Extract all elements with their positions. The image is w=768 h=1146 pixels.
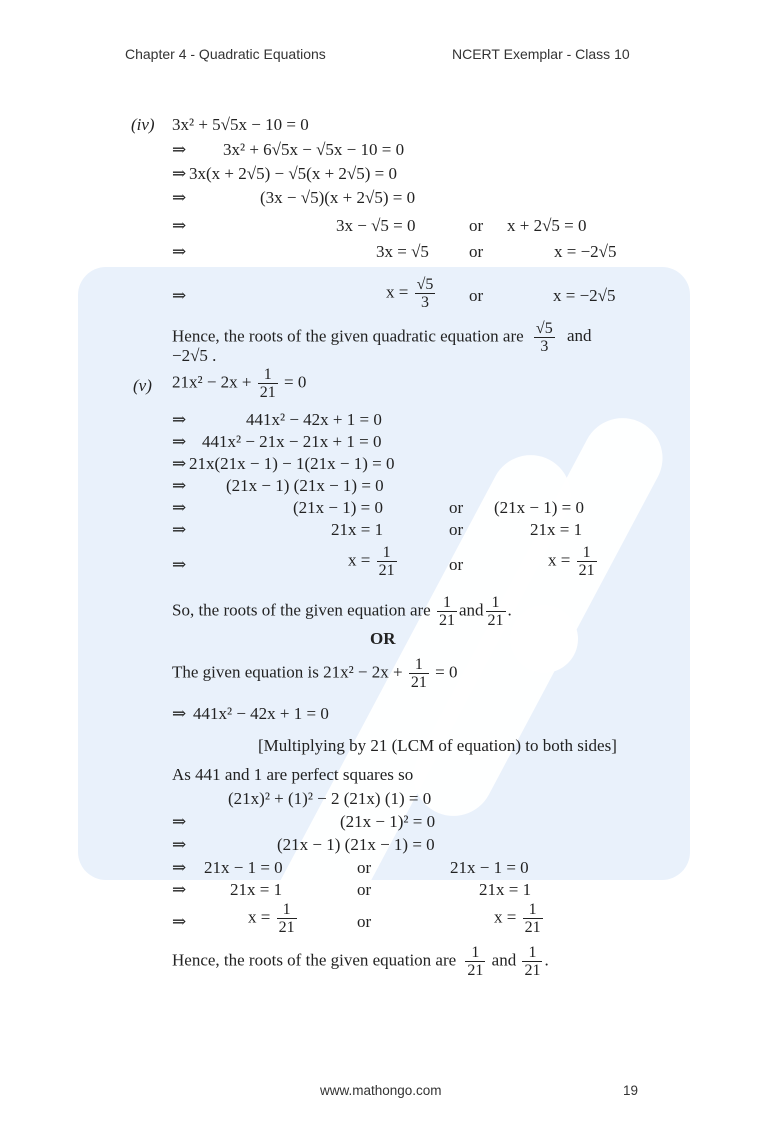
or-label: or	[449, 555, 464, 574]
part-iv-equation: 3x² + 5√5x − 10 = 0	[172, 115, 309, 134]
step-line: 21x − 1 = 0	[204, 858, 283, 877]
implies-icon: ⇒	[172, 216, 187, 235]
or-label: or	[469, 216, 484, 235]
method2-note: [Multiplying by 21 (LCM of equation) to both sides]	[258, 736, 617, 755]
step-line-alt: x + 2√5 = 0	[507, 216, 587, 235]
step-line: (21x − 1) = 0	[293, 498, 383, 517]
step-line: (21x − 1) (21x − 1) = 0	[226, 476, 384, 495]
root-two: −2√5 .	[172, 346, 217, 365]
watermark-dot	[510, 605, 578, 673]
step-line-alt: 21x − 1 = 0	[450, 858, 529, 877]
part-v-equation: 21x² − 2x + $\frac{1}{21}$ = 0	[172, 366, 307, 401]
step-line-alt: x = −2√5	[553, 286, 616, 305]
implies-icon: ⇒	[172, 704, 187, 723]
implies-icon: ⇒	[172, 912, 187, 931]
chapter-title: Chapter 4 - Quadratic Equations	[125, 46, 326, 62]
implies-icon: ⇒	[172, 242, 187, 261]
or-label: or	[469, 286, 484, 305]
implies-icon: ⇒	[172, 520, 187, 539]
or-heading: OR	[370, 629, 396, 648]
implies-icon: ⇒	[172, 140, 187, 159]
or-label: or	[449, 520, 464, 539]
part-v-label: (v)	[133, 376, 152, 395]
root-fraction: x = $\frac{√5}{3}$	[386, 276, 434, 311]
or-label: or	[357, 858, 372, 877]
implies-icon: ⇒	[172, 476, 187, 495]
root-fraction-alt: x = $\frac{1}{21}$	[548, 544, 595, 579]
conclusion-v: So, the roots of the given equation are $\frac{1}{21}$ and $\frac{1}{21}$ .	[172, 594, 512, 629]
page-number: 19	[623, 1083, 639, 1098]
or-label: or	[357, 912, 372, 931]
step-line: 441x² − 21x − 21x + 1 = 0	[202, 432, 382, 451]
step-line: (21x − 1) (21x − 1) = 0	[277, 835, 435, 854]
final-conclusion: Hence, the roots of the given equation are $\frac{1}{21}$ and $\frac{1}{21}$ .	[172, 944, 549, 979]
implies-icon: ⇒	[172, 188, 187, 207]
step-line: 3x − √5 = 0	[336, 216, 416, 235]
implies-icon: ⇒	[172, 835, 187, 854]
or-label: or	[469, 242, 484, 261]
part-iv-label: (iv)	[131, 115, 155, 134]
root-fraction: x = $\frac{1}{21}$	[348, 544, 395, 579]
step-line: (3x − √5)(x + 2√5) = 0	[260, 188, 416, 207]
step-line-alt: 21x = 1	[530, 520, 583, 539]
implies-icon: ⇒	[172, 555, 187, 574]
step-line-alt: (21x − 1) = 0	[494, 498, 584, 517]
implies-icon: ⇒	[172, 432, 187, 451]
step-line: 3x(x + 2√5) − √5(x + 2√5) = 0	[189, 164, 397, 183]
implies-icon: ⇒	[172, 858, 187, 877]
implies-icon: ⇒	[172, 498, 187, 517]
implies-icon: ⇒	[172, 812, 187, 831]
conclusion-iv: Hence, the roots of the given quadratic equation are $\frac{√5}{3}$ and	[172, 320, 592, 355]
perfect-squares-note: As 441 and 1 are perfect squares so	[172, 765, 414, 784]
method2-intro: The given equation is 21x² − 2x + $\frac{1}{21}$ = 0	[172, 656, 458, 691]
step-line: 3x = √5	[376, 242, 429, 261]
implies-icon: ⇒	[172, 164, 187, 183]
implies-icon: ⇒	[172, 454, 187, 473]
root-fraction-alt: x = $\frac{1}{21}$	[494, 901, 541, 936]
step-line: (21x)² + (1)² − 2 (21x) (1) = 0	[228, 789, 432, 808]
footer-website[interactable]: www.mathongo.com	[320, 1083, 442, 1098]
book-title: NCERT Exemplar - Class 10	[452, 46, 630, 62]
step-line: 21x = 1	[331, 520, 384, 539]
or-label: or	[357, 880, 372, 899]
root-fraction: x = $\frac{1}{21}$	[248, 901, 295, 936]
implies-icon: ⇒	[172, 880, 187, 899]
step-line: 441x² − 42x + 1 = 0	[246, 410, 382, 429]
or-label: or	[449, 498, 464, 517]
step-line-alt: 21x = 1	[479, 880, 532, 899]
step-line-alt: x = −2√5	[554, 242, 617, 261]
implies-icon: ⇒	[172, 410, 187, 429]
implies-icon: ⇒	[172, 286, 187, 305]
step-line: 441x² − 42x + 1 = 0	[193, 704, 329, 723]
step-line: 3x² + 6√5x − √5x − 10 = 0	[223, 140, 405, 159]
step-line: (21x − 1)² = 0	[340, 812, 436, 831]
step-line: 21x = 1	[230, 880, 283, 899]
step-line: 21x(21x − 1) − 1(21x − 1) = 0	[189, 454, 395, 473]
